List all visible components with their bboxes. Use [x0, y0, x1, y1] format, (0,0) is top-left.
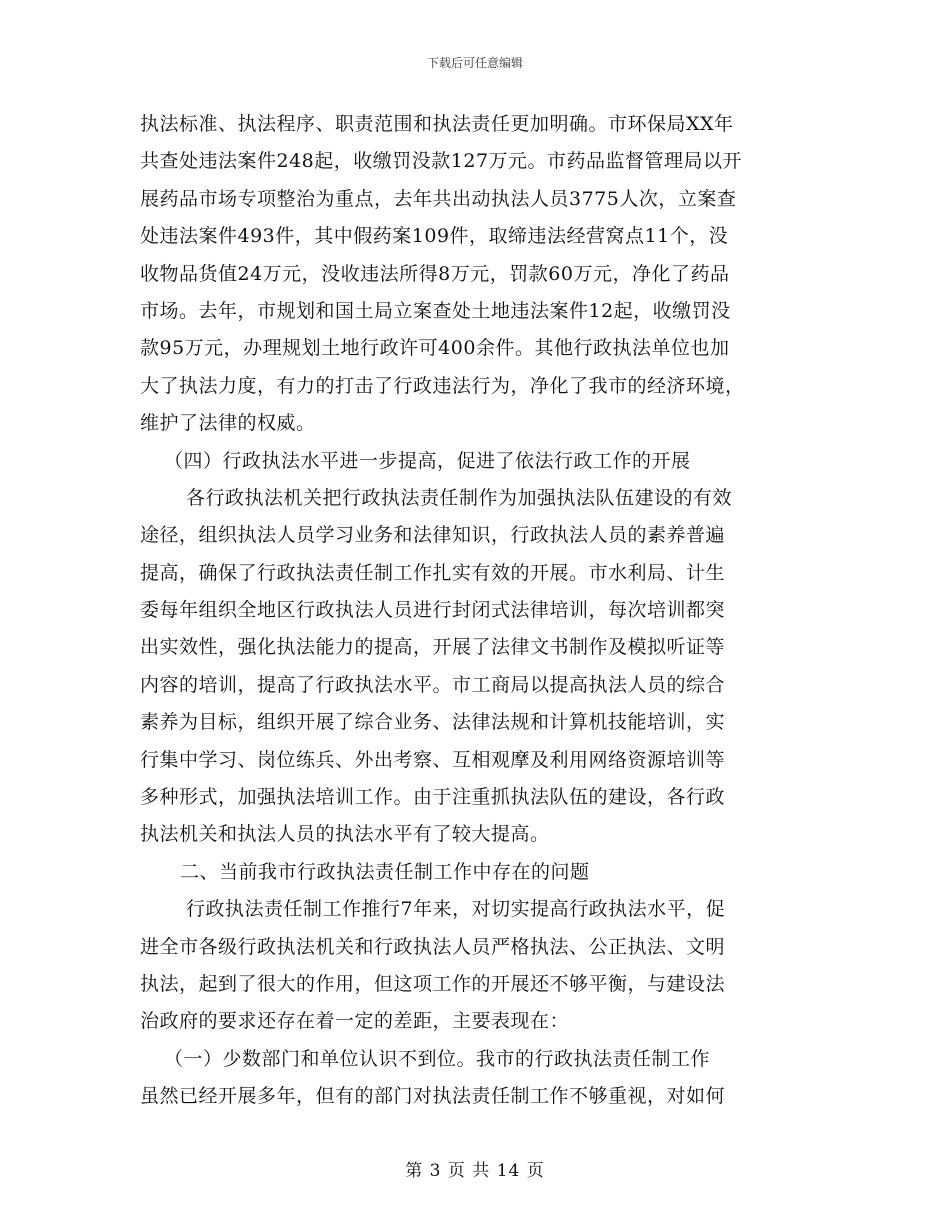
body-line: 进全市各级行政执法机关和行政执法人员严格执法、公正执法、文明: [140, 935, 726, 958]
body-line: 行集中学习、岗位练兵、外出考察、互相观摩及利用网络资源培训等: [140, 748, 726, 771]
body-line: 共查处违法案件248起，收缴罚没款127万元。市药品监督管理局以开: [140, 150, 743, 173]
chapter-heading: 二、当前我市行政执法责任制工作中存在的问题: [180, 860, 590, 883]
body-line: 市场。去年，市规划和国土局立案查处土地违法案件12起，收缴罚没: [140, 299, 731, 322]
section-heading: （四）行政执法水平进一步提高，促进了依法行政工作的开展: [164, 449, 691, 472]
body-line: 委每年组织全地区行政执法人员进行封闭式法律培训，每次培训都突: [140, 599, 726, 622]
body-line: 执法，起到了很大的作用，但这项工作的开展还不够平衡，与建设法: [140, 972, 726, 995]
paragraph-start-line: 行政执法责任制工作推行7年来，对切实提高行政执法水平，促: [186, 898, 726, 921]
body-line: 治政府的要求还存在着一定的差距，主要表现在：: [140, 1010, 570, 1033]
body-line: 提高，确保了行政执法责任制工作扎实有效的开展。市水利局、计生: [140, 561, 726, 584]
body-line: 途径，组织执法人员学习业务和法律知识，行政执法人员的素养普遍: [140, 524, 726, 547]
body-line: 展药品市场专项整治为重点，去年共出动执法人员3775人次，立案查: [140, 187, 737, 210]
body-line: 大了执法力度，有力的打击了行政违法行为，净化了我市的经济环境，: [140, 374, 745, 397]
body-line: 执法标准、执法程序、职责范围和执法责任更加明确。市环保局XX年: [140, 113, 734, 135]
paragraph-start-line: （一）少数部门和单位认识不到位。我市的行政执法责任制工作: [164, 1047, 711, 1070]
body-line: 虽然已经开展多年，但有的部门对执法责任制工作不够重视，对如何: [140, 1085, 726, 1108]
body-line: 维护了法律的权威。: [140, 412, 316, 435]
body-line: 收物品货值24万元，没收违法所得8万元，罚款60万元，净化了药品: [140, 262, 730, 285]
body-line: 内容的培训，提高了行政执法水平。市工商局以提高执法人员的综合: [140, 673, 726, 696]
body-line: 款95万元，办理规划土地行政许可400余件。其他行政执法单位也加: [140, 337, 730, 360]
page-number-footer: 第 3 页 共 14 页: [405, 1161, 545, 1181]
document-body: [140, 106, 810, 1116]
body-line: 素养为目标，组织开展了综合业务、法律法规和计算机技能培训，实: [140, 711, 726, 734]
paragraph-start-line: 各行政执法机关把行政执法责任制作为加强执法队伍建设的有效: [186, 486, 733, 509]
body-line: 出实效性，强化执法能力的提高，开展了法律文书制作及模拟听证等: [140, 636, 726, 659]
body-line: 处违法案件493件，其中假药案109件，取缔违法经营窝点11个，没: [140, 225, 729, 248]
body-line: 多种形式，加强执法培训工作。由于注重抓执法队伍的建设，各行政: [140, 786, 726, 809]
body-line: 执法机关和执法人员的执法水平有了较大提高。: [140, 823, 550, 846]
page-header-note: 下载后可任意编辑: [426, 56, 523, 70]
